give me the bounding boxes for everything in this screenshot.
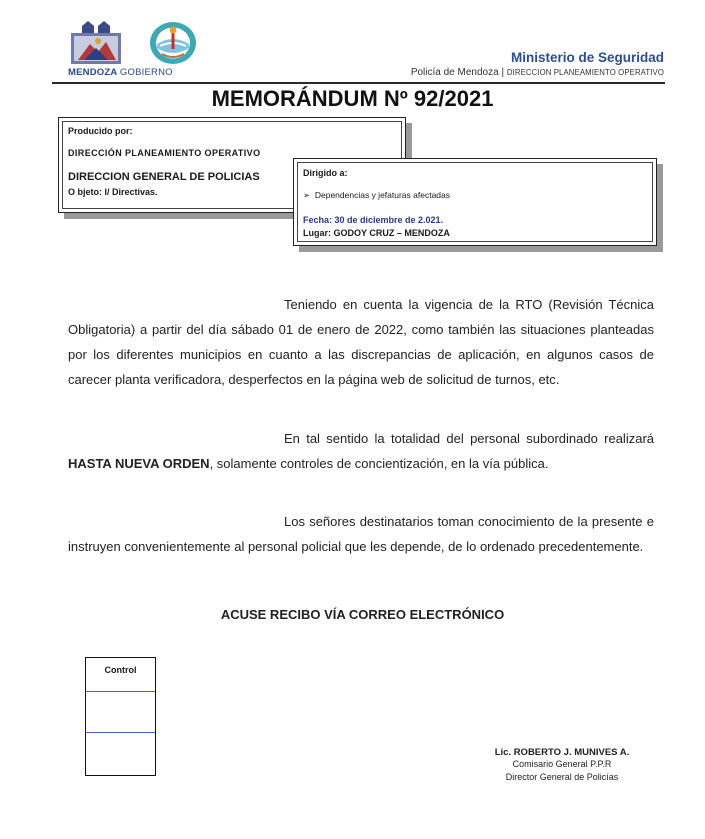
signature-block bbox=[472, 747, 652, 784]
control-label: Control bbox=[104, 665, 137, 675]
paragraph-2-text-c: , solamente controles de concientización, en la vía pública. bbox=[209, 456, 549, 471]
paragraph-2 bbox=[68, 426, 654, 476]
ministry-name: Ministerio de Seguridad bbox=[510, 50, 664, 65]
control-table bbox=[85, 657, 156, 776]
signer-name: Lic. ROBERTO J. MUNIVES A. bbox=[494, 747, 630, 758]
paragraph-1-text: Teniendo en cuenta la vigencia de la RTO (Revisión Técnica Obligatoria) a partir del día sábado 01 de enero de 2022, como también las situaciones planteadas por los diferentes municipios en cuanto a las discrepancias de aplicación, en algunos casos de carecer planta verificadora, desperfectos en la página web de solicitud de turnos, etc. bbox=[68, 297, 654, 387]
produced-by-label: Producido por: bbox=[68, 126, 133, 136]
header-divider bbox=[52, 82, 665, 84]
producer-department: DIRECCIÓN PLANEAMIENTO OPERATIVO bbox=[68, 148, 261, 158]
addressed-to-label: Dirigido a: bbox=[303, 168, 348, 178]
paragraph-2-text-a: En tal sentido la totalidad del personal subordinado realizará bbox=[284, 431, 654, 446]
producer-directorate: DIRECCION GENERAL DE POLICIAS bbox=[68, 171, 260, 183]
paragraph-3 bbox=[68, 509, 654, 559]
addressed-to-box bbox=[293, 158, 657, 246]
government-name: MENDOZA GOBIERNO bbox=[68, 67, 173, 78]
memo-place: Lugar: GODOY CRUZ – MENDOZA bbox=[303, 228, 450, 238]
bullet-arrow-icon: ➢ bbox=[303, 190, 311, 200]
paragraph-3-text: Los señores destinatarios toman conocimiento de la presente e instruyen convenientemente al personal policial que les depende, de lo ordenado precedentemente. bbox=[68, 514, 654, 554]
police-seal-logo bbox=[148, 20, 198, 66]
memo-title: MEMORÁNDUM Nº 92/2021 bbox=[211, 86, 494, 111]
recipient-text: Dependencias y jefaturas afectadas bbox=[314, 190, 451, 200]
control-row-divider bbox=[86, 691, 155, 692]
mendoza-government-shield-logo bbox=[68, 20, 124, 66]
sub-header bbox=[411, 67, 664, 78]
until-further-notice: HASTA NUEVA ORDEN bbox=[68, 456, 210, 471]
header-separator: | bbox=[501, 67, 505, 78]
signer-position: Director General de Policías bbox=[505, 772, 619, 782]
recipient-item bbox=[303, 190, 450, 201]
department-name: DIRECCION PLANEAMIENTO OPERATIVO bbox=[506, 68, 664, 77]
paragraph-1 bbox=[68, 292, 654, 392]
acknowledgement-heading: ACUSE RECIBO VÍA CORREO ELECTRÓNICO bbox=[220, 607, 505, 622]
memo-subject: O bjeto: I/ Directivas. bbox=[68, 187, 158, 197]
police-name: Policía de Mendoza bbox=[410, 67, 499, 78]
memo-date: Fecha: 30 de diciembre de 2.021. bbox=[303, 215, 444, 225]
signer-rank: Comisario General P.P.R bbox=[512, 759, 612, 769]
control-row-divider bbox=[86, 732, 155, 733]
